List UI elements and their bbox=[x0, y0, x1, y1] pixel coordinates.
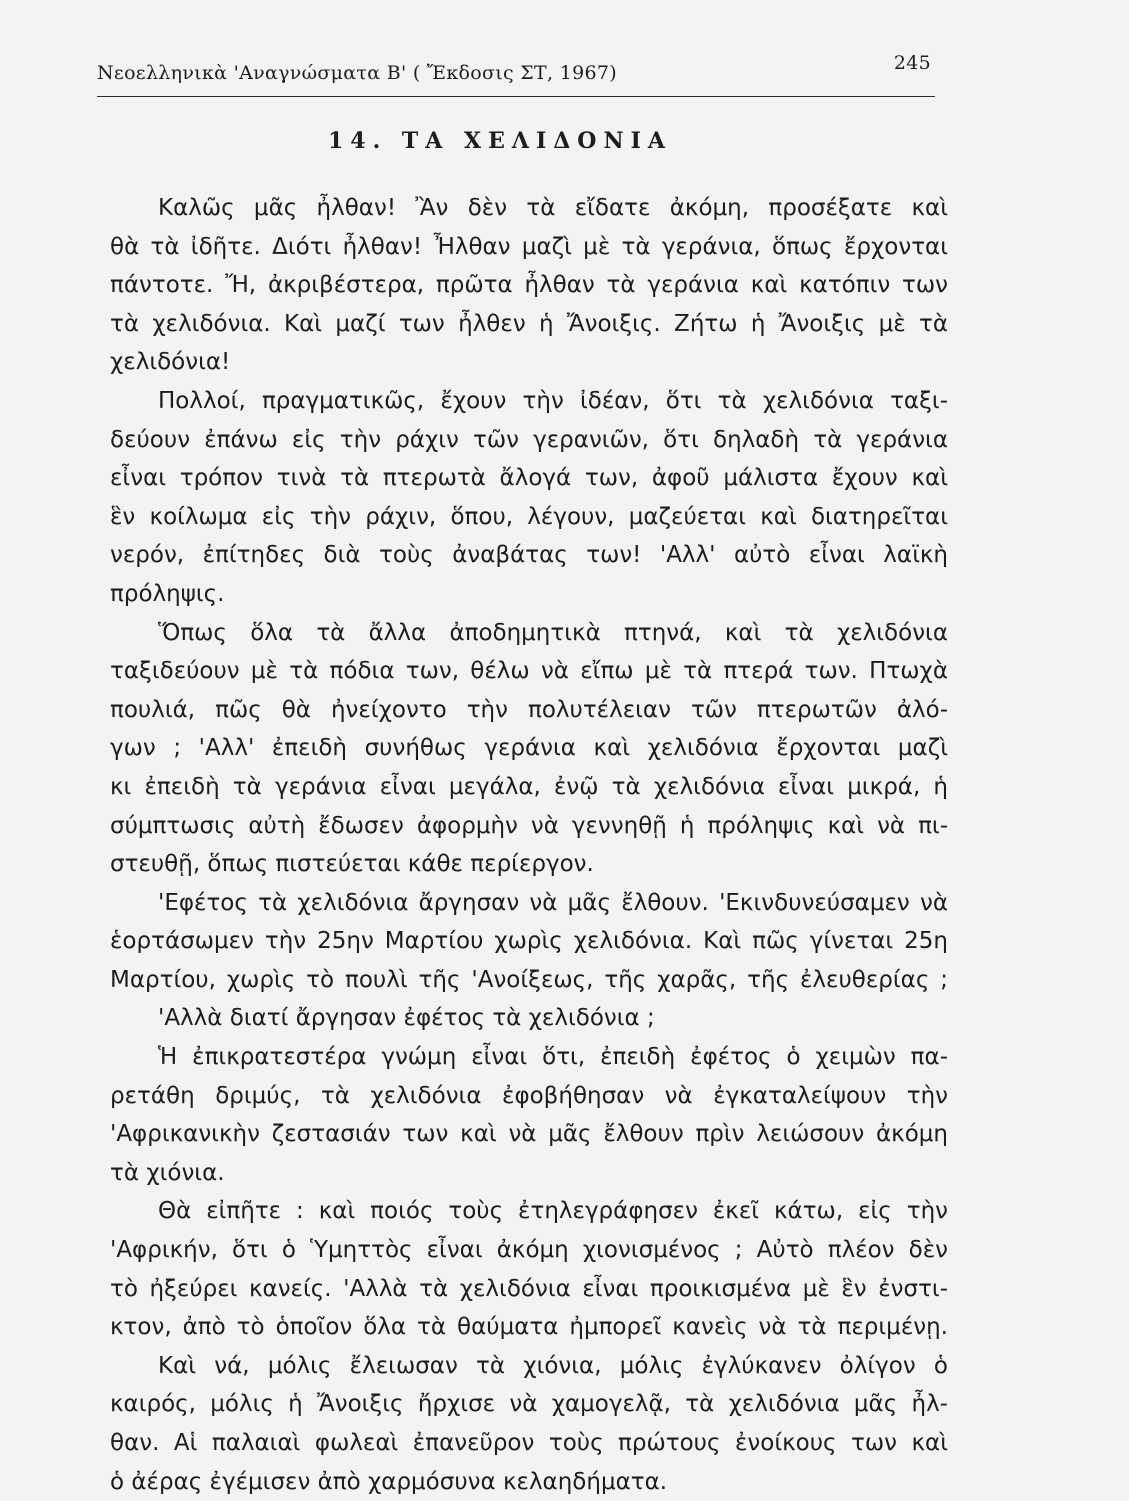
text-line: Ἡ ἐπικρατεστέρα γνώμη εἶναι ὅτι, ἐπειδὴ ἐφέτος ὁ χειμὼν πα- bbox=[158, 1044, 948, 1071]
text-line: Μαρτίου, χωρὶς τὸ πουλὶ τῆς 'Ανοίξεως, τῆς χαρᾶς, τῆς ἐλευθερίας ; bbox=[110, 966, 948, 993]
text-line: εἶναι τρόπον τινὰ τὰ πτερωτὰ ἄλογά των, ἀφοῦ μάλιστα ἔχουν καὶ bbox=[110, 465, 948, 492]
body-text bbox=[110, 189, 948, 1501]
text-line: τὸ ἠξεύρει κανείς. 'Αλλὰ τὰ χελιδόνια εἶναι προικισμένα μὲ ἓν ἐνστι- bbox=[110, 1275, 948, 1302]
text-line: κτον, ἀπὸ τὸ ὁποῖον ὅλα τὰ θαύματα ἠμπορεῖ κανεὶς νὰ τὰ περιμένῃ. bbox=[110, 1314, 948, 1341]
running-title: Νεοελληνικὰ 'Αναγνώσματα Β' ( Ἔκδοσις ΣΤ, 1967) bbox=[97, 62, 617, 84]
text-line: θαν. Αἱ παλαιαὶ φωλεαὶ ἐπανεῦρον τοὺς πρώτους ἐνοίκους των καὶ bbox=[110, 1430, 948, 1456]
header-rule bbox=[97, 96, 935, 97]
text-line: Θὰ εἰπῆτε : καὶ ποιός τοὺς ἐτηλεγράφησεν ἐκεῖ κάτω, εἰς τὴν bbox=[158, 1198, 948, 1225]
text-line: καιρός, μόλις ἡ Ἄνοιξις ἤρχισε νὰ χαμογελᾷ, τὰ χελιδόνια μᾶς ἦλ- bbox=[110, 1391, 948, 1418]
chapter-title: 14. ΤΑ ΧΕΛΙΔΟΝΙΑ bbox=[328, 128, 672, 154]
text-line: τὰ χιόνια. bbox=[110, 1159, 225, 1186]
text-line: νερόν, ἐπίτηδες διὰ τοὺς ἀναβάτας των! 'Αλλ' αὐτὸ εἶναι λαϊκὴ bbox=[110, 542, 948, 569]
text-line: Ὅπως ὅλα τὰ ἄλλα ἀποδημητικὰ πτηνά, καὶ τὰ χελιδόνια bbox=[158, 619, 948, 646]
text-line: ὁ ἀέρας ἐγέμισεν ἀπὸ χαρμόσυνα κελαηδήματα. bbox=[110, 1468, 668, 1495]
text-line: σύμπτωσις αὐτὴ ἔδωσεν ἀφορμὴν νὰ γεννηθῇ ἡ πρόληψις καὶ νὰ πι- bbox=[110, 812, 948, 839]
text-line: πρόληψις. bbox=[110, 580, 225, 607]
text-line: θὰ τὰ ἰδῆτε. Διότι ἦλθαν! Ἦλθαν μαζὶ μὲ τὰ γεράνια, ὅπως ἔρχονται bbox=[110, 233, 948, 260]
text-line: πουλιά, πῶς θὰ ἠνείχοντο τὴν πολυτέλειαν τῶν πτερωτῶν ἀλό- bbox=[110, 696, 948, 723]
text-line: Καὶ νά, μόλις ἔλειωσαν τὰ χιόνια, μόλις ἐγλύκανεν ὀλίγον ὁ bbox=[158, 1352, 948, 1379]
text-line: Καλῶς μᾶς ἦλθαν! Ἂν δὲν τὰ εἴδατε ἀκόμη, προσέξατε καὶ bbox=[158, 195, 948, 221]
text-line: ρετάθη δριμύς, τὰ χελιδόνια ἐφοβήθησαν νὰ ἐγκαταλείψουν τὴν bbox=[110, 1082, 948, 1109]
page-number: 245 bbox=[893, 52, 931, 74]
text-line: ἑορτάσωμεν τὴν 25ην Μαρτίου χωρὶς χελιδόνια. Καὶ πῶς γίνεται 25η bbox=[110, 928, 948, 955]
text-line: 'Αλλὰ διατί ἄργησαν ἐφέτος τὰ χελιδόνια ; bbox=[158, 1005, 655, 1032]
text-line: γων ; 'Αλλ' ἐπειδὴ συνήθως γεράνια καὶ χελιδόνια ἔρχονται μαζὶ bbox=[110, 735, 948, 762]
text-line: στευθῇ, ὅπως πιστεύεται κάθε περίεργον. bbox=[110, 851, 594, 878]
text-line: κι ἐπειδὴ τὰ γεράνια εἶναι μεγάλα, ἐνῷ τὰ χελιδόνια εἶναι μικρά, ἡ bbox=[110, 773, 948, 800]
text-line: τὰ χελιδόνια. Καὶ μαζί των ἦλθεν ἡ Ἄνοιξις. Ζήτω ἡ Ἄνοιξις μὲ τὰ bbox=[110, 310, 948, 337]
text-line: ταξιδεύουν μὲ τὰ πόδια των, θέλω νὰ εἴπω μὲ τὰ πτερά των. Πτωχὰ bbox=[110, 658, 948, 685]
text-line: 'Εφέτος τὰ χελιδόνια ἄργησαν νὰ μᾶς ἔλθουν. 'Εκινδυνεύσαμεν νὰ bbox=[158, 889, 948, 916]
text-line: δεύουν ἐπάνω εἰς τὴν ράχιν τῶν γερανιῶν, ὅτι δηλαδὴ τὰ γεράνια bbox=[110, 426, 948, 453]
text-line: πάντοτε. Ἤ, ἀκριβέστερα, πρῶτα ἦλθαν τὰ γεράνια καὶ κατόπιν των bbox=[110, 272, 948, 299]
text-line: ἓν κοίλωμα εἰς τὴν ράχιν, ὅπου, λέγουν, μαζεύεται καὶ διατηρεῖται bbox=[110, 503, 948, 530]
text-line: 'Αφρικανικὴν ζεστασιάν των καὶ νὰ μᾶς ἔλθουν πρὶν λειώσουν ἀκόμη bbox=[110, 1121, 948, 1148]
running-header bbox=[97, 50, 935, 90]
text-line: 'Αφρικήν, ὅτι ὁ Ὑμηττὸς εἶναι ἀκόμη χιονισμένος ; Αὐτὸ πλέον δὲν bbox=[110, 1237, 948, 1264]
text-line: Πολλοί, πραγματικῶς, ἔχουν τὴν ἰδέαν, ὅτι τὰ χελιδόνια ταξι- bbox=[158, 387, 948, 414]
text-line: χελιδόνια! bbox=[110, 349, 231, 376]
